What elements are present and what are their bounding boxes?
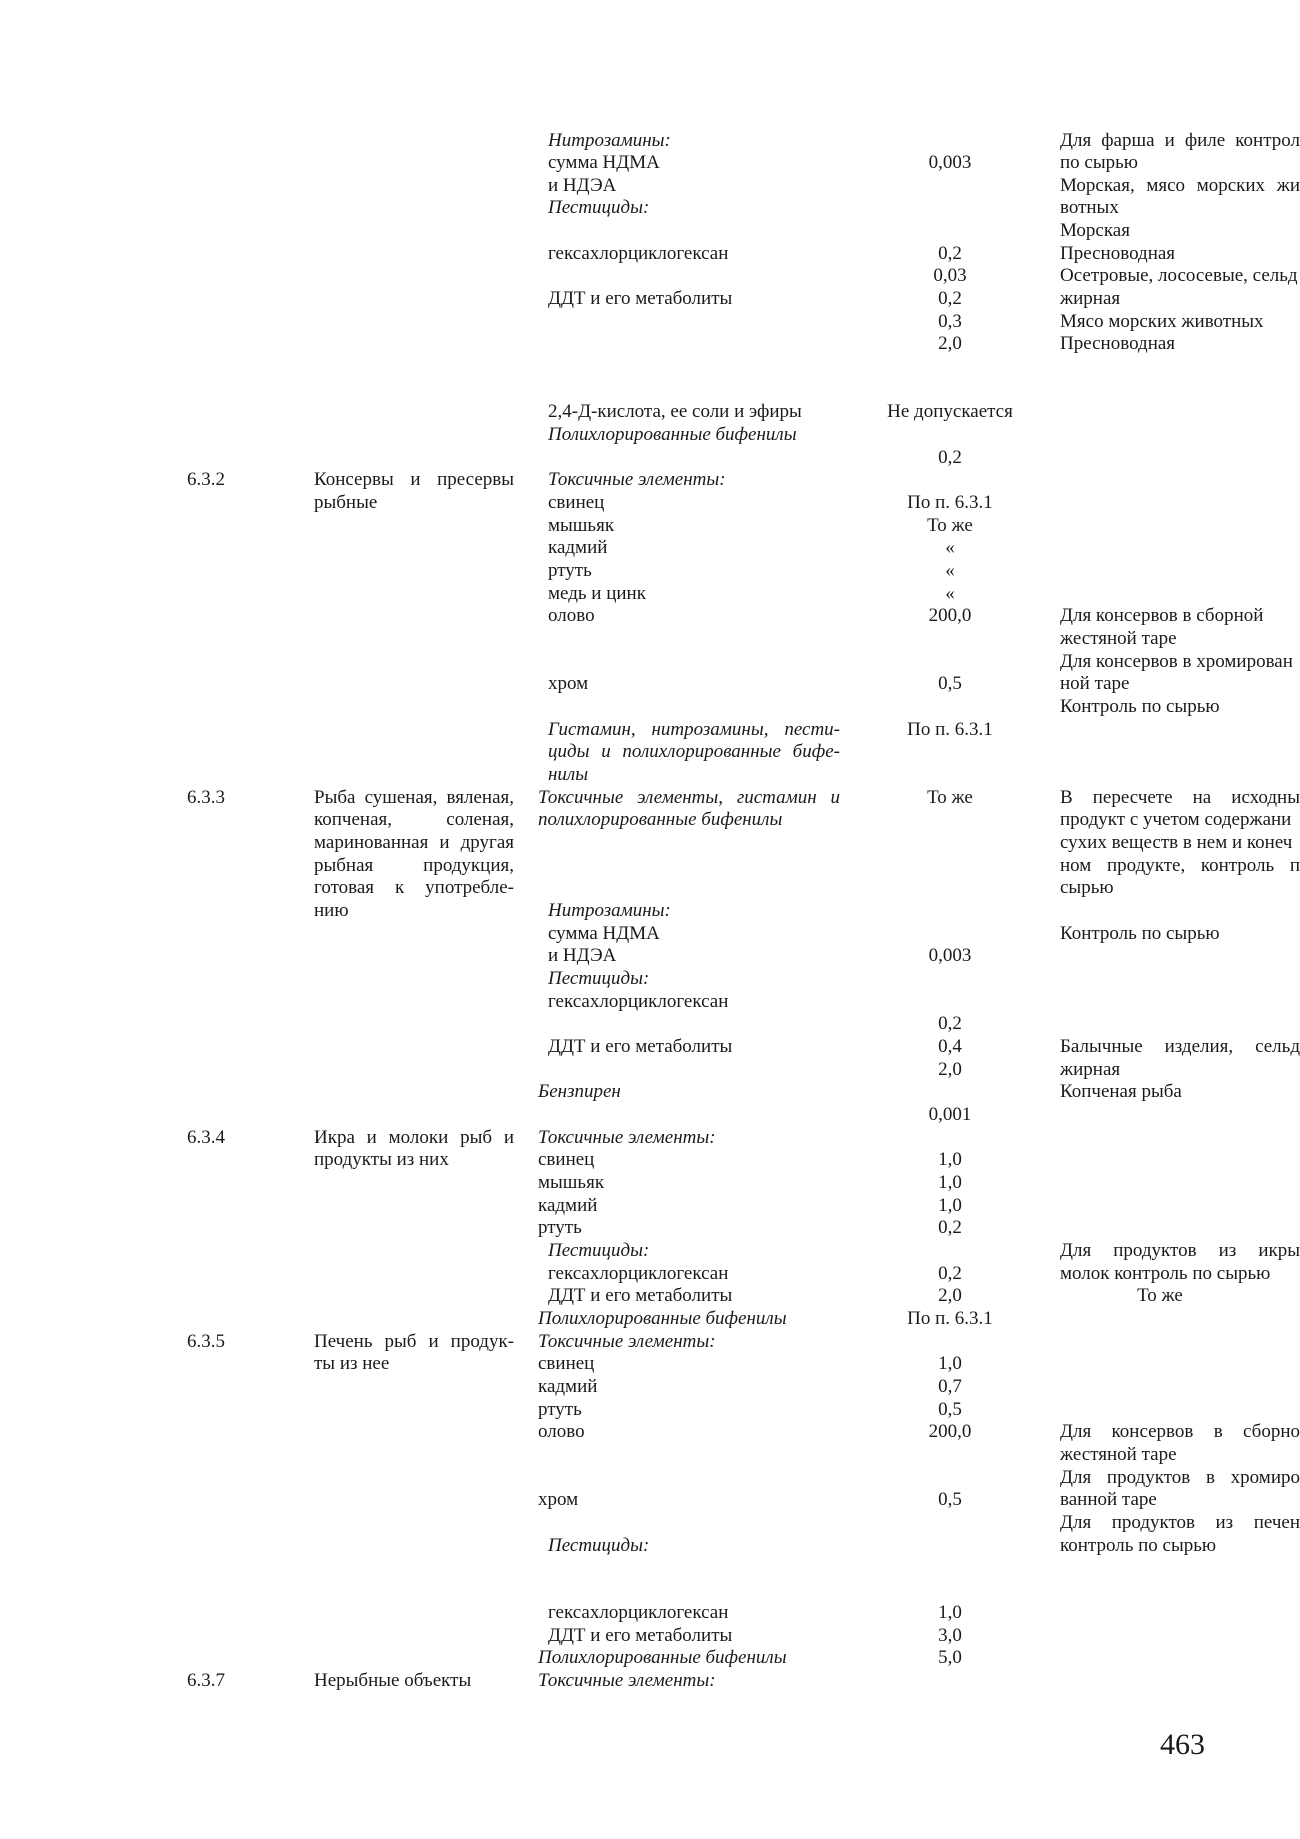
indicator-line: Пестициды: — [548, 1535, 650, 1556]
indicator-line: Пестициды: — [548, 197, 650, 218]
section-number: 6.3.2 — [187, 469, 225, 490]
limit-value: По п. 6.3.1 — [907, 719, 993, 740]
indicator-line: Бензпирен — [538, 1081, 621, 1102]
limit-value: 200,0 — [928, 605, 972, 626]
limit-value: « — [945, 537, 955, 558]
limit-value: Не допускается — [887, 401, 1013, 422]
note-line: по сырью — [1060, 152, 1138, 173]
note-line: Для консервов в хромирован — [1060, 651, 1293, 672]
section-number: 6.3.7 — [187, 1670, 225, 1691]
product-name-line: нию — [314, 900, 349, 921]
limit-value: 0,5 — [938, 673, 962, 694]
note-line: Для консервов в сборной — [1060, 605, 1264, 626]
limit-value: То же — [927, 787, 973, 808]
limit-value: 1,0 — [938, 1602, 962, 1623]
note-line: Осетровые, лососевые, сельд — [1060, 265, 1298, 286]
limit-value: 1,0 — [938, 1149, 962, 1170]
note-line: Для продуктов из печен — [1060, 1512, 1300, 1533]
indicator-line: ДДТ и его метаболиты — [548, 1285, 733, 1306]
limit-value: 3,0 — [938, 1625, 962, 1646]
product-name-line: ты из нее — [314, 1353, 390, 1374]
limit-value: 0,2 — [938, 1217, 962, 1238]
indicator-line: нилы — [548, 764, 589, 785]
indicator-line: гексахлорциклогексан — [548, 991, 729, 1012]
indicator-line: полихлорированные бифенилы — [538, 809, 783, 830]
note-line: Контроль по сырью — [1060, 696, 1220, 717]
product-name-line: рыбные — [314, 492, 378, 513]
section-number: 6.3.4 — [187, 1127, 225, 1148]
indicator-line: Токсичные элементы: — [538, 1127, 716, 1148]
indicator-line: ДДТ и его метаболиты — [548, 1036, 733, 1057]
indicator-line: олово — [548, 605, 595, 626]
limit-value: 1,0 — [938, 1195, 962, 1216]
limit-value: То же — [927, 515, 973, 536]
note-line: молок контроль по сырью — [1060, 1263, 1271, 1284]
limit-value: 0,5 — [938, 1489, 962, 1510]
limit-value: « — [945, 560, 955, 581]
note-line: Пресноводная — [1060, 243, 1176, 264]
limit-value: 0,003 — [928, 152, 972, 173]
indicator-line: Пестициды: — [548, 1240, 650, 1261]
indicator-line: Полихлорированные бифенилы — [538, 1647, 787, 1668]
product-name-line: Консервы и пресервы — [314, 469, 514, 490]
indicator-line: циды и полихлорированные бифе- — [548, 741, 840, 762]
indicator-line: Полихлорированные бифенилы — [548, 424, 797, 445]
limit-value: 0,2 — [938, 1013, 962, 1034]
product-name-line: продукты из них — [314, 1149, 449, 1170]
indicator-line: свинец — [548, 492, 605, 513]
note-line: Для продуктов в хромиро — [1060, 1467, 1300, 1488]
limit-value: « — [945, 583, 955, 604]
note-line: жирная — [1060, 288, 1121, 309]
indicator-line: Токсичные элементы: — [538, 1331, 716, 1352]
limit-value: 1,0 — [938, 1172, 962, 1193]
indicator-line: сумма НДМА — [548, 923, 660, 944]
indicator-line: Токсичные элементы, гистамин и — [538, 787, 840, 808]
note-line: жирная — [1060, 1059, 1121, 1080]
note-line: контроль по сырью — [1060, 1535, 1217, 1556]
indicator-line: Пестициды: — [548, 968, 650, 989]
indicator-line: Нитрозамины: — [548, 900, 671, 921]
indicator-line: кадмий — [538, 1376, 598, 1397]
product-name-line: маринованная и другая — [314, 832, 514, 853]
note-line: жестяной таре — [1060, 628, 1177, 649]
limit-value: По п. 6.3.1 — [907, 492, 993, 513]
limit-value: 2,0 — [938, 1285, 962, 1306]
indicator-line: Нитрозамины: — [548, 130, 671, 151]
indicator-line: ртуть — [538, 1217, 582, 1238]
section-number: 6.3.3 — [187, 787, 225, 808]
limit-value: 0,2 — [938, 243, 962, 264]
note-line: Для консервов в сборно — [1060, 1421, 1300, 1442]
limit-value: 0,2 — [938, 1263, 962, 1284]
limit-value: 0,7 — [938, 1376, 962, 1397]
indicator-line: 2,4-Д-кислота, ее соли и эфиры — [548, 401, 802, 422]
note-line: сырью — [1060, 877, 1114, 898]
page-number: 463 — [1160, 1728, 1205, 1761]
note-line: То же — [1137, 1285, 1183, 1306]
limit-value: 5,0 — [938, 1647, 962, 1668]
indicator-line: ртуть — [548, 560, 592, 581]
product-name-line: копченая, соленая, — [314, 809, 514, 830]
note-line: Для продуктов из икры — [1060, 1240, 1300, 1261]
limit-value: 0,2 — [938, 288, 962, 309]
product-name-line: готовая к употребле- — [314, 877, 514, 898]
indicator-line: свинец — [538, 1353, 595, 1374]
note-line: Балычные изделия, сельд — [1060, 1036, 1300, 1057]
note-line: Копченая рыба — [1060, 1081, 1182, 1102]
indicator-line: ртуть — [538, 1399, 582, 1420]
indicator-line: Токсичные элементы: — [548, 469, 726, 490]
product-name-line: Печень рыб и продук- — [314, 1331, 514, 1352]
indicator-line: кадмий — [548, 537, 608, 558]
note-line: вотных — [1060, 197, 1119, 218]
product-name-line: Нерыбные объекты — [314, 1670, 472, 1691]
note-line: сухих веществ в нем и конеч — [1060, 832, 1293, 853]
indicator-line: олово — [538, 1421, 585, 1442]
indicator-line: кадмий — [538, 1195, 598, 1216]
indicator-line: хром — [538, 1489, 579, 1510]
note-line: Для фарша и филе контрол — [1060, 130, 1300, 151]
limit-value: По п. 6.3.1 — [907, 1308, 993, 1329]
product-name-line: Икра и молоки рыб и — [314, 1127, 514, 1148]
note-line: Контроль по сырью — [1060, 923, 1220, 944]
indicator-line: гексахлорциклогексан — [548, 1602, 729, 1623]
indicator-line: и НДЭА — [548, 175, 617, 196]
limit-value: 1,0 — [938, 1353, 962, 1374]
indicator-line: свинец — [538, 1149, 595, 1170]
limit-value: 0,003 — [928, 945, 972, 966]
indicator-line: гексахлорциклогексан — [548, 1263, 729, 1284]
limit-value: 200,0 — [928, 1421, 972, 1442]
note-line: ной таре — [1060, 673, 1130, 694]
section-number: 6.3.5 — [187, 1331, 225, 1352]
indicator-line: гексахлорциклогексан — [548, 243, 729, 264]
limit-value: 0,03 — [933, 265, 967, 286]
note-line: Мясо морских животных — [1060, 311, 1264, 332]
limit-value: 0,3 — [938, 311, 962, 332]
note-line: Морская, мясо морских жи — [1060, 175, 1300, 196]
product-name-line: Рыба сушеная, вяленая, — [314, 787, 514, 808]
indicator-line: ДДТ и его метаболиты — [548, 1625, 733, 1646]
limit-value: 2,0 — [938, 1059, 962, 1080]
note-line: Морская — [1060, 220, 1130, 241]
note-line: ванной таре — [1060, 1489, 1157, 1510]
note-line: В пересчете на исходны — [1060, 787, 1300, 808]
note-line: ном продукте, контроль п — [1060, 855, 1300, 876]
limit-value: 0,4 — [938, 1036, 962, 1057]
limit-value: 0,2 — [938, 447, 962, 468]
limit-value: 0,5 — [938, 1399, 962, 1420]
indicator-line: мышьяк — [548, 515, 615, 536]
limit-value: 0,001 — [928, 1104, 972, 1125]
indicator-line: Гистамин, нитрозамины, пести- — [548, 719, 840, 740]
indicator-line: Полихлорированные бифенилы — [538, 1308, 787, 1329]
indicator-line: мышьяк — [538, 1172, 605, 1193]
note-line: продукт с учетом содержани — [1060, 809, 1292, 830]
indicator-line: Токсичные элементы: — [538, 1670, 716, 1691]
note-line: жестяной таре — [1060, 1444, 1177, 1465]
indicator-line: медь и цинк — [548, 583, 646, 604]
indicator-line: сумма НДМА — [548, 152, 660, 173]
indicator-line: и НДЭА — [548, 945, 617, 966]
indicator-line: хром — [548, 673, 589, 694]
indicator-line: ДДТ и его метаболиты — [548, 288, 733, 309]
limit-value: 2,0 — [938, 333, 962, 354]
note-line: Пресноводная — [1060, 333, 1176, 354]
product-name-line: рыбная продукция, — [314, 855, 514, 876]
